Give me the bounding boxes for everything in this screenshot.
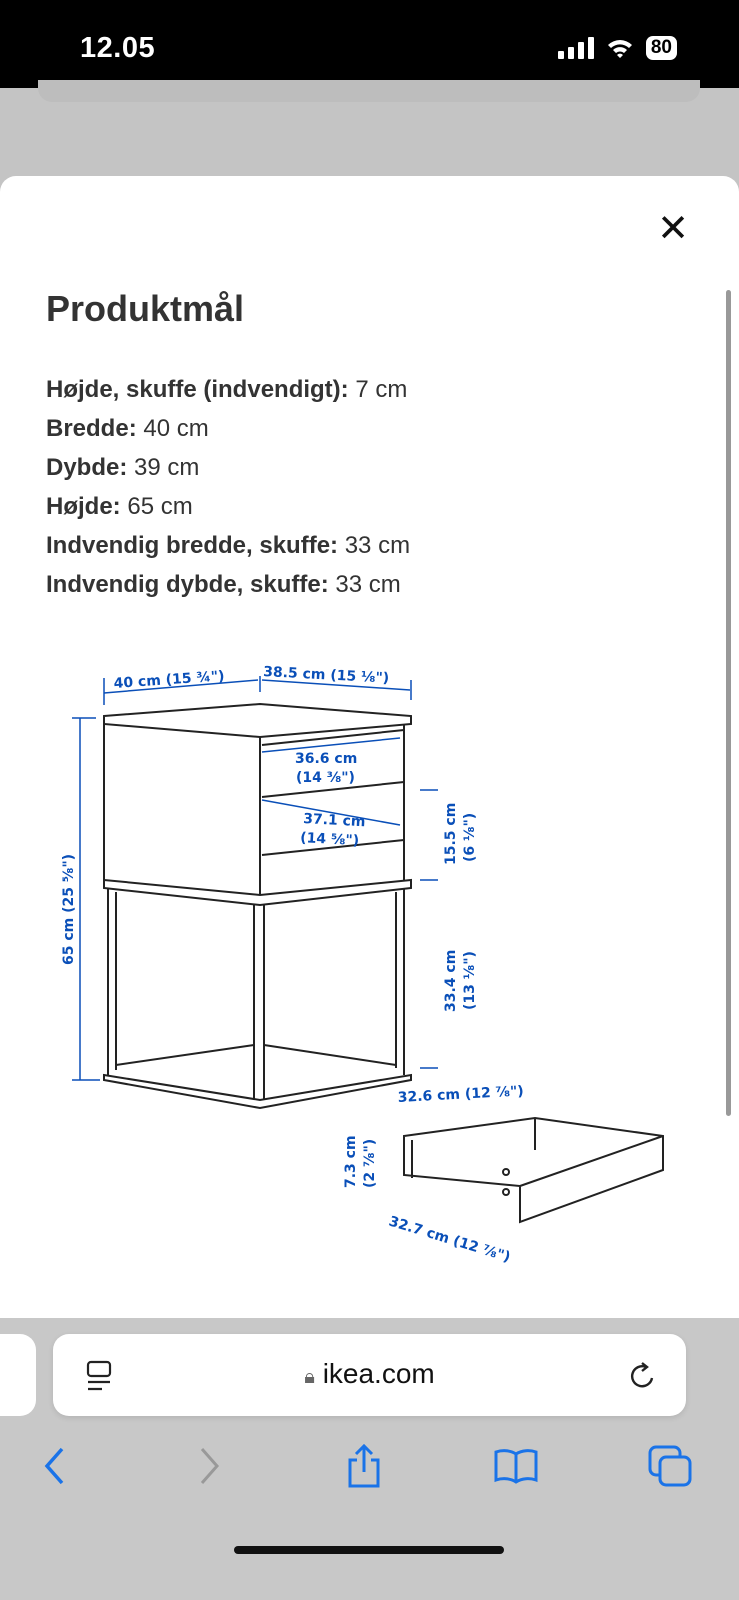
- clock: 12.05: [80, 32, 156, 64]
- background-card: [38, 80, 700, 102]
- depth-label: 38.5 cm (15 ⅛"): [262, 664, 390, 687]
- address-bar[interactable]: [53, 1334, 686, 1416]
- dimension-diagram: [40, 636, 680, 1286]
- reload-icon[interactable]: [628, 1360, 658, 1392]
- spec-item: Dybde: 39 cm: [46, 454, 200, 481]
- drawer-height-in: (2 ⅞"): [362, 1138, 378, 1188]
- page-title: Produktmål: [46, 288, 245, 329]
- close-icon[interactable]: ✕: [657, 208, 689, 250]
- scrollbar[interactable]: [726, 290, 731, 1116]
- browser-toolbar: [0, 1318, 739, 1600]
- signal-icon: [558, 37, 594, 59]
- product-dimensions-sheet: [0, 176, 739, 1318]
- upper-height-cm: 15.5 cm: [443, 802, 459, 865]
- chevron-right-icon: [198, 1446, 222, 1486]
- bookmarks-button[interactable]: [486, 1436, 546, 1496]
- book-icon: [493, 1448, 539, 1484]
- spec-item: Højde, skuffe (indvendigt): 7 cm: [46, 376, 408, 403]
- drawer-width-label: 32.6 cm (12 ⅞"): [397, 1083, 525, 1106]
- lower-height-in: (13 ⅛"): [462, 951, 478, 1010]
- upper-height-in: (6 ⅛"): [462, 812, 478, 862]
- width-label: 40 cm (15 ¾"): [113, 668, 226, 692]
- tabs-button[interactable]: [640, 1436, 700, 1496]
- drawer-depth-label: 32.7 cm (12 ⅞"): [386, 1213, 513, 1266]
- drawer-drawing: [404, 1118, 663, 1222]
- battery-indicator: 80: [646, 36, 677, 60]
- drawer-height-cm: 7.3 cm: [343, 1135, 359, 1188]
- lock-icon: 🔒︎: [304, 1366, 315, 1388]
- spec-item: Indvendig bredde, skuffe: 33 cm: [46, 532, 411, 559]
- shelf-cm: 37.1 cm: [302, 811, 366, 831]
- wifi-icon: [606, 37, 634, 59]
- forward-button[interactable]: [180, 1436, 240, 1496]
- chevron-left-icon: [42, 1446, 66, 1486]
- nightstand-drawing: [104, 704, 411, 1108]
- lower-height-cm: 33.4 cm: [443, 949, 459, 1012]
- back-button[interactable]: [24, 1436, 84, 1496]
- spec-item: Højde: 65 cm: [46, 493, 193, 520]
- status-bar: [0, 0, 739, 88]
- tabs-icon: [648, 1445, 692, 1487]
- spec-item: Indvendig dybde, skuffe: 33 cm: [46, 571, 401, 598]
- shelf-in: (14 ⅝"): [299, 830, 360, 850]
- total-height-label: 65 cm (25 ⅝"): [61, 853, 77, 965]
- share-button[interactable]: [334, 1436, 394, 1496]
- url-text[interactable]: 🔒︎ ikea.com: [304, 1358, 435, 1389]
- spec-item: Bredde: 40 cm: [46, 415, 209, 442]
- home-indicator: [234, 1546, 504, 1554]
- drawer-opening-cm: 36.6 cm: [295, 751, 358, 767]
- previous-tab[interactable]: [0, 1334, 36, 1416]
- spec-list: [46, 370, 410, 604]
- share-icon: [344, 1444, 384, 1488]
- drawer-opening-in: (14 ⅜"): [296, 770, 355, 786]
